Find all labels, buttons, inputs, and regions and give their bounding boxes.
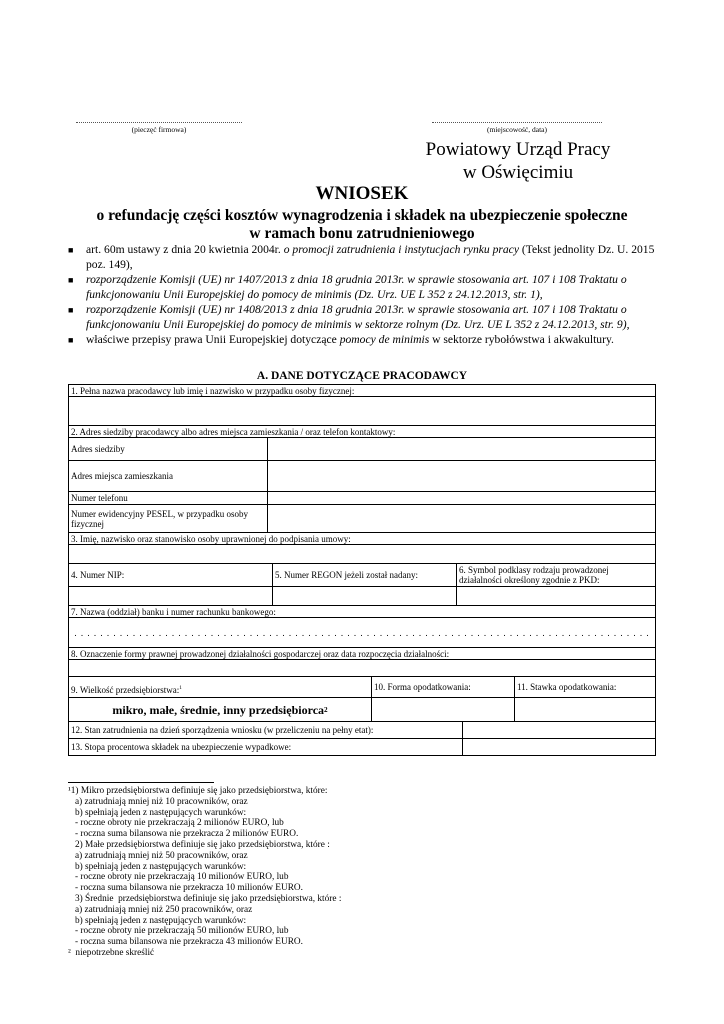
footnote-2-ref: 2 [324, 705, 328, 714]
legal-basis-italic: pomocy de minimis [339, 333, 430, 346]
field-7-label: 7. Nazwa (oddział) banku i numer rachunku bankowego: [68, 605, 656, 618]
square-bullet-icon: ■ [68, 275, 74, 285]
field-1-label: 1. Pełna nazwa pracodawcy lub imię i nazwisko w przypadku osoby fizycznej: [68, 384, 656, 397]
document-subtitle-line1: o refundację części kosztów wynagrodzenia i składek na ubezpieczenie społeczne [96, 207, 628, 224]
field-5-label: 5. Numer REGON jeżeli został nadany: [272, 563, 457, 587]
field-12-label: 12. Stan zatrudnienia na dzień sporządzenia wniosku (w przeliczeniu na pełny etat): [68, 721, 463, 739]
footnote-line: b) spełniają jeden z następujących warunków: [68, 861, 247, 872]
footnote-line: - roczna suma bilansowa nie przekracza 2 milionów EURO. [68, 829, 299, 840]
footnote-1-ref: 1 [179, 685, 182, 691]
legal-basis-item [68, 273, 658, 302]
field-8-label: 8. Oznaczenie formy prawnej prowadzonej działalności gospodarczej oraz data rozpoczęcia działalności: [68, 647, 656, 660]
field-12-input[interactable] [462, 721, 656, 739]
pesel-label: Numer ewidencyjny PESEL, w przypadku osoby fizycznej [68, 504, 268, 533]
company-size-options[interactable] [68, 697, 372, 722]
footnote-line: a) zatrudniają mniej niż 10 pracowników, oraz [68, 796, 248, 807]
address-seat-input[interactable] [267, 437, 656, 461]
footnotes [68, 786, 488, 959]
legal-basis-italic: rozporządzenie Komisji (UE) nr 1408/2013 z dnia 18 grudnia 2013r. w sprawie stosowania art. 107 i 108 Traktatu o funkcjonowaniu Unii Europejskiej do pomocy de minimis w sektorze rolnym (Dz. Urz. UE L 352 z 24.12.2013, str. 9), [86, 303, 630, 331]
legal-basis-text: właściwe przepisy prawa Unii Europejskiej dotyczące [86, 333, 340, 346]
field-8-input[interactable] [68, 659, 656, 677]
place-date-line[interactable] [432, 122, 602, 123]
footnote-line: ¹1) Mikro przedsiębiorstwa definiuje się jako przedsiębiorstwa, które: [68, 786, 328, 796]
footnote-line: - roczne obroty nie przekraczają 10 milionów EURO, lub [68, 872, 289, 883]
footnote-line: a) zatrudniają mniej niż 50 pracowników, oraz [68, 850, 248, 861]
field-13-input[interactable] [462, 738, 656, 756]
square-bullet-icon: ■ [68, 245, 74, 255]
phone-label: Numer telefonu [68, 491, 268, 505]
field-9-label [68, 676, 372, 698]
footnote-line: b) spełniają jeden z następujących warunków: [68, 807, 247, 818]
square-bullet-icon: ■ [68, 335, 74, 345]
footnote-line: - roczne obroty nie przekraczają 50 milionów EURO, lub [68, 926, 289, 937]
address-residence-input[interactable] [267, 460, 656, 492]
field-3-label: 3. Imię, nazwisko oraz stanowisko osoby uprawnionej do podpisania umowy: [68, 532, 656, 545]
footnote-line: 3) Średnie przedsiębiorstwa definiuje się jako przedsiębiorstwa, które : [68, 893, 342, 904]
field-4-input[interactable] [68, 586, 273, 606]
footnote-line: a) zatrudniają mniej niż 250 pracowników, oraz [68, 904, 253, 915]
phone-input[interactable] [267, 491, 656, 505]
legal-basis-text: art. 60m ustawy z dnia 20 kwietnia 2004r. [86, 243, 284, 256]
section-a-title: A. DANE DOTYCZĄCE PRACODAWCY [256, 370, 468, 382]
field-13-label: 13. Stopa procentowa składek na ubezpieczenie wypadkowe: [68, 738, 463, 756]
field-4-label: 4. Numer NIP: [68, 563, 273, 587]
document-title: WNIOSEK [315, 183, 409, 204]
field-1-input[interactable] [68, 396, 656, 426]
footnote-line: ² niepotrzebne skreślić [68, 947, 155, 958]
field-11-input[interactable] [514, 697, 656, 722]
company-stamp-caption: (pieczęć firmowa) [131, 125, 187, 134]
footnote-line: - roczna suma bilansowa nie przekracza 43 milionów EURO. [68, 937, 303, 948]
legal-basis-italic: o promocji zatrudnienia i instytucjach rynku pracy [283, 243, 519, 256]
pesel-input[interactable] [267, 504, 656, 533]
place-date-caption: (miejscowość, data) [487, 125, 547, 134]
field-11-label: 11. Stawka opodatkowania: [514, 676, 656, 698]
footnote-separator [68, 782, 214, 783]
legal-basis-item [68, 243, 658, 272]
office-name-line1: Powiatowy Urząd Pracy [425, 139, 611, 160]
field-6-input[interactable] [456, 586, 656, 606]
field-10-input[interactable] [371, 697, 515, 722]
field-10-label: 10. Forma opodatkowania: [371, 676, 515, 698]
field-3-input[interactable] [68, 544, 656, 564]
field-2-label: 2. Adres siedziby pracodawcy albo adres miejsca zamieszkania / oraz telefon kontaktowy: [68, 425, 656, 438]
footnote-line: - roczne obroty nie przekraczają 2 milionów EURO, lub [68, 818, 284, 829]
legal-basis-text: w sektorze rybołówstwa i akwakultury. [429, 333, 614, 346]
footnote-line: b) spełniają jeden z następujących warunków: [68, 915, 247, 926]
footnote-line: - roczna suma bilansowa nie przekracza 10 milionów EURO. [68, 883, 303, 894]
address-residence-label: Adres miejsca zamieszkania [68, 460, 268, 492]
field-6-label: 6. Symbol podklasy rodzaju prowadzonej działalności określony zgodnie z PKD: [456, 563, 656, 587]
legal-basis-text: (Tekst jednolity Dz. U. 2015 poz. 149), [86, 243, 655, 271]
company-stamp-line[interactable] [76, 122, 242, 123]
field-5-input[interactable] [272, 586, 457, 606]
square-bullet-icon: ■ [68, 305, 74, 315]
document-subtitle-line2: w ramach bonu zatrudnieniowego [249, 225, 475, 242]
company-size-options-text: mikro, małe, średnie, inny przedsiębiorca [112, 702, 325, 717]
footnote-line: 2) Małe przedsiębiorstwa definiuje się jako przedsiębiorstwa, które : [68, 839, 330, 850]
legal-basis-list [68, 243, 658, 349]
bank-account-input[interactable]: . . . . . . . . . . . . . . . . . . . . . . . . . . . . . . . . . . . . . . . . . . . . . . . . . . . . . . . . . . . . . . . . . . . . . . . . . . . . . . . . . . . . . . . . . [68, 617, 656, 648]
legal-basis-italic: rozporządzenie Komisji (UE) nr 1407/2013 z dnia 18 grudnia 2013r. w sprawie stosowania art. 107 i 108 Traktatu o funkcjonowaniu Unii Europejskiej do pomocy de minimis (Dz. Urz. UE L 352 z 24.12.2013, str. 1), [86, 273, 627, 301]
address-seat-label: Adres siedziby [68, 437, 268, 461]
office-name-line2: w Oświęcimiu [462, 162, 574, 183]
legal-basis-item [68, 303, 658, 332]
field-9-text: 9. Wielkość przedsiębiorstwa: [71, 685, 180, 695]
legal-basis-item [68, 333, 658, 348]
